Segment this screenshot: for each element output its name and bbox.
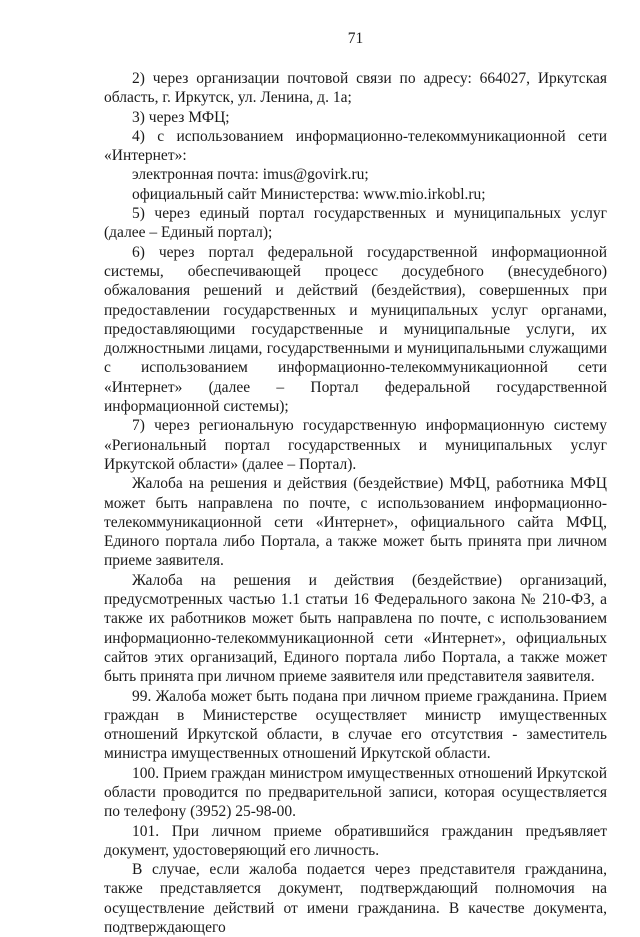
paragraph-mfc: 3) через МФЦ; xyxy=(132,108,230,126)
document-body xyxy=(104,69,607,937)
paragraph-99: 99. Жалоба может быть подана при личном приеме гражданина. Прием граждан в Министерстве осуществляет министр имущественных отношений Иркутской области, в случае его отсутствия - заместитель министра имущественных отношений Иркутской области. xyxy=(104,687,607,763)
paragraph-organizations-complaint: Жалоба на решения и действия (бездействие) организаций, предусмотренных частью 1.1 статьи 16 Федерального закона № 210-ФЗ, а также их работников может быть направлена по почте, с использованием информационно-телекоммуникационной сети «Интернет», официальных сайтов этих организаций, Единого портала либо Портала, а также может быть принята при личном приеме заявителя или представителя заявителя. xyxy=(104,571,607,686)
paragraph-100: 100. Прием граждан министром имущественных отношений Иркутской области проводится по предварительной записи, которая осуществляется по телефону (3952) 25-98-00. xyxy=(104,764,607,821)
paragraph-mfc-complaint: Жалоба на решения и действия (бездействие) МФЦ, работника МФЦ может быть направлена по почте, с использованием информационно-телекоммуникационной сети «Интернет», официального сайта МФЦ, Единого портала либо Портала, а также может быть принята при личном приеме заявителя. xyxy=(104,475,607,570)
paragraph-email: электронная почта: imus@govirk.ru; xyxy=(132,166,369,184)
paragraph-internet: 4) с использованием информационно-телекоммуникационной сети «Интернет»: xyxy=(104,127,607,165)
paragraph-representative: В случае, если жалоба подается через представителя гражданина, также представляется документ, подтверждающий полномочия на осуществление действий от имени гражданина. В качестве документа, подтверждающего xyxy=(104,861,607,937)
paragraph-postal-address: 2) через организации почтовой связи по адресу: 664027, Иркутская область, г. Иркутск, ул. Ленина, д. 1а; xyxy=(104,70,607,107)
paragraph-website: официальный сайт Министерства: www.mio.irkobl.ru; xyxy=(132,185,486,203)
paragraph-101: 101. При личном приеме обратившийся гражданин предъявляет документ, удостоверяющий его личность. xyxy=(104,822,607,859)
page-number: 71 xyxy=(347,30,364,47)
paragraph-unified-portal: 5) через единый портал государственных и муниципальных услуг (далее – Единый портал); xyxy=(104,205,607,242)
paragraph-federal-portal: 6) через портал федеральной государственной информационной системы, обеспечивающей процесс досудебного (внесудебного) обжалования решений и действий (бездействия), совершенных при предоставлении государственных и муниципальных услуг органами, предоставляющими государственные и муниципальные услуги, их должностными лицами, государственными и муниципальными служащими с использованием информационно-телекоммуникационной сети «Интернет» (далее – Портал федеральной государственной информационной системы); xyxy=(104,243,607,416)
paragraph-regional-portal: 7) через региональную государственную информационную систему «Региональный портал государственных и муниципальных услуг Иркутской области» (далее – Портал). xyxy=(104,417,607,473)
